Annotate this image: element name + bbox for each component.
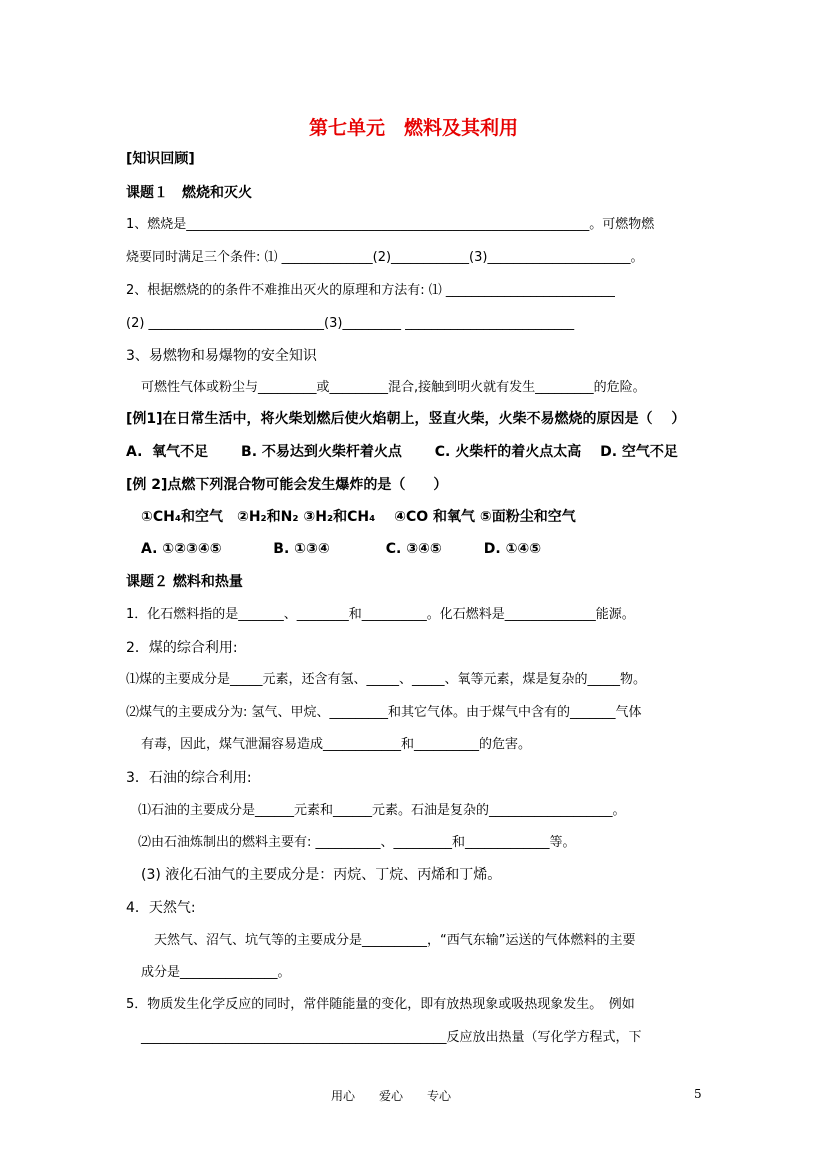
question-3: 3、易燃物和易爆物的安全知识 [126, 348, 317, 364]
section-heading: [知识回顾] [126, 151, 195, 167]
example-2-options: A. ①②③④⑤ B. ①③④ C. ③④⑤ D. ①④⑤ [141, 541, 542, 557]
example-1: [例1]在日常生活中，将火柴划燃后使火焰朝上，竖直火柴，火柴不易燃烧的原因是（ ） [126, 411, 686, 427]
question-2-line1: 2、根据燃烧的的条件不难推出灭火的原理和方法有: ⑴ __________________________ [126, 283, 615, 298]
lesson2-item-2b: ⑵煤气的主要成分为: 氢气、甲烷、_________和其它气体。由于煤气中含有的_______气体 [126, 705, 642, 720]
lesson2-item-3b: ⑵由石油炼制出的燃料主要有: __________、_________和_____________等。 [138, 835, 576, 850]
example-2-items: ①CH₄和空气 ②H₂和N₂ ③H₂和CH₄ ④CO 和氧气 ⑤面粉尘和空气 [141, 509, 576, 525]
page-number: 5 [694, 1087, 702, 1101]
lesson2-item-2: 2．煤的综合利用: [126, 640, 238, 656]
question-3-body: 可燃性气体或粉尘与_________或_________混合,接触到明火就有发生_________的危险。 [141, 380, 646, 395]
lesson2-item-2a: ⑴煤的主要成分是_____元素，还含有氢、_____、_____、氧等元素，煤是复杂的_____物。 [126, 672, 647, 687]
lesson2-item-4: 4．天然气: [126, 900, 196, 916]
example-1-options: A. 氧气不足 B. 不易达到火柴杆着火点 C. 火柴杆的着火点太高 D. 空气不足 [126, 444, 678, 460]
page-title: 第七单元 燃料及其利用 [308, 117, 518, 139]
lesson2-item-3a: ⑴石油的主要成分是______元素和______元素。石油是复杂的___________________。 [138, 803, 626, 818]
lesson2-item-3: 3．石油的综合利用: [126, 770, 252, 786]
lesson1-heading: 课题１ 燃烧和灭火 [126, 185, 252, 201]
lesson2-item-3c: (3) 液化石油气的主要成分是：丙烷、丁烷、丙烯和丁烯。 [141, 867, 502, 883]
lesson2-heading: 课题２ 燃料和热量 [126, 574, 243, 590]
lesson2-item-5: 5．物质发生化学反应的同时，常伴随能量的变化，即有放热现象或吸热现象发生。 例如 [126, 997, 635, 1012]
example-2: [例 2]点燃下列混合物可能会发生爆炸的是（ ） [126, 477, 448, 493]
lesson2-item-5a: _______________________________________________反应放出热量（写化学方程式，下 [141, 1030, 642, 1045]
lesson2-item-2c: 有毒，因此，煤气泄漏容易造成____________和__________的危害。 [141, 737, 532, 752]
question-2-line2: (2) ___________________________(3)_________ __________________________ [126, 316, 575, 331]
lesson2-item-1: 1．化石燃料指的是_______、________和__________。化石燃料是______________能源。 [126, 607, 635, 622]
lesson2-item-4a: 天然气、沼气、坑气等的主要成分是__________，“西气东输”运送的气体燃料的主要 [154, 933, 636, 948]
footer-text: 用心 爱心 专心 [331, 1089, 452, 1103]
lesson2-item-4b: 成分是_______________。 [141, 965, 291, 980]
question-1-line2: 烧要同时满足三个条件: ⑴ ______________(2)____________(3)______________________。 [126, 250, 644, 265]
question-1-line1: 1、燃烧是______________________________________________________________。可燃物燃 [126, 217, 655, 232]
